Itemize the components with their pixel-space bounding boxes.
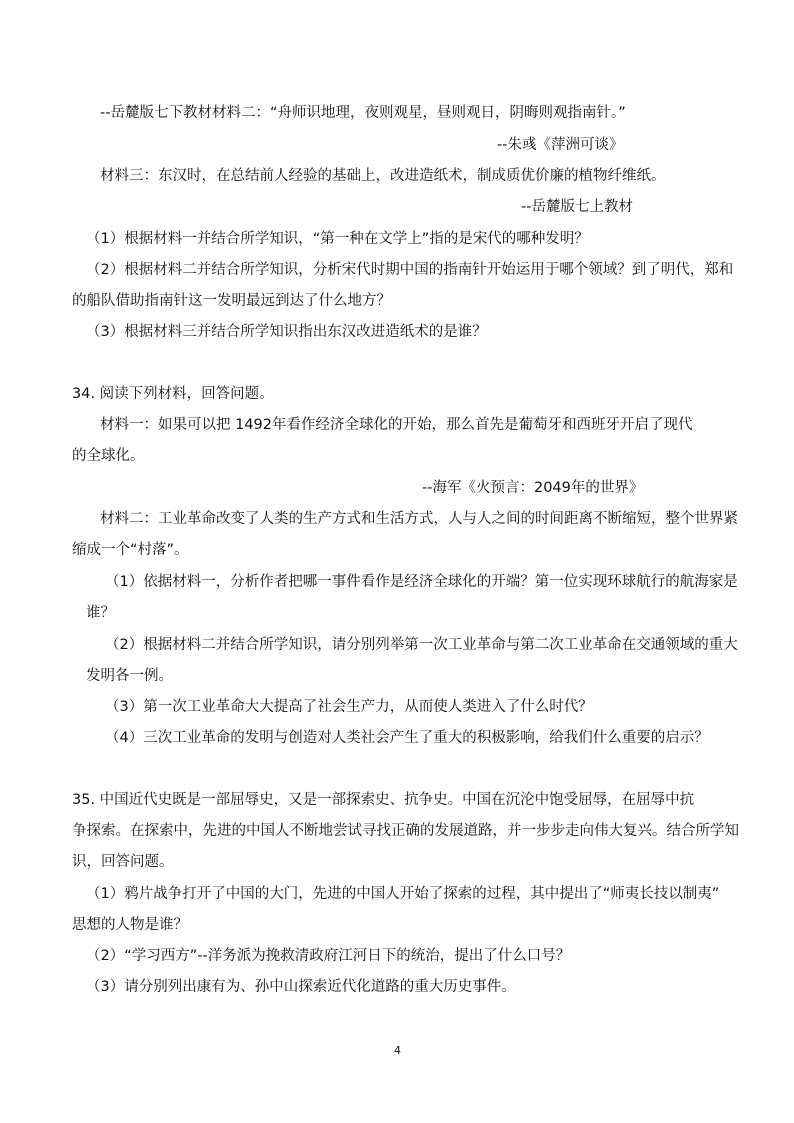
q33-1: （1）根据材料一并结合所学知识，“第一种在文学上”指的是宋代的哪种发明？	[86, 231, 589, 247]
q33-2-line2: 的船队借助指南针这一发明最远到达了什么地方？	[72, 293, 391, 309]
q34-1-line1: （1）依据材料一，分析作者把哪一事件看作是经济全球化的开端？第一位实现环球航行的航海家是	[105, 574, 738, 590]
q34-4: （4）三次工业革命的发明与创造对人类社会产生了重大的积极影响，给我们什么重要的启示？	[105, 730, 709, 746]
q35-intro-line1: 35. 中国近代史既是一部屈辱史，又是一部探索史、抗争史。中国在沉沦中饱受屈辱，在屈辱中抗	[72, 792, 695, 808]
q34-2-line1: （2）根据材料二并结合所学知识，请分别列举第一次工业革命与第二次工业革命在交通领域的重大	[105, 637, 738, 653]
q35-1-line1: （1）鸦片战争打开了中国的大门，先进的中国人开始了探索的过程，其中提出了“师夷长技以制夷”	[86, 886, 720, 902]
q34-material-1-source: --海军《火预言：2049年的世界》	[422, 480, 644, 496]
material-3-text: 材料三：东汉时，在总结前人经验的基础上，改进造纸术，制成质优价廉的植物纤维纸。	[100, 168, 666, 184]
q34-material-1-line2: 的全球化。	[72, 448, 145, 464]
material-3-source: --岳麓版七上教材	[521, 199, 633, 215]
q34-heading: 34. 阅读下列材料，回答问题。	[72, 386, 274, 402]
q35-3: （3）请分别列出康有为、孙中山探索近代化道路的重大历史事件。	[86, 979, 516, 995]
q33-3: （3）根据材料三并结合所学知识指出东汉改进造纸术的是谁？	[86, 324, 487, 340]
q34-material-2-line1: 材料二：工业革命改变了人类的生产方式和生活方式，人与人之间的时间距离不断缩短，整个世界紧	[100, 511, 738, 527]
q35-1-line2: 思想的人物是谁？	[72, 917, 188, 933]
q35-2: （2）“学习西方”--洋务派为挽救清政府江河日下的统治，提出了什么口号？	[86, 948, 571, 964]
q35-intro-line2: 争探索。在探索中，先进的中国人不断地尝试寻找正确的发展道路，并一步步走向伟大复兴。结合所学知	[72, 823, 739, 839]
q34-3: （3）第一次工业革命大大提高了社会生产力，从而使人类进入了什么时代？	[105, 699, 593, 715]
q34-2-line2: 发明各一例。	[86, 668, 173, 684]
q34-material-2-line2: 缩成一个“村落”。	[72, 542, 189, 558]
page-number: 4	[394, 1044, 401, 1057]
q34-material-1-line1: 材料一：如果可以把 1492年看作经济全球化的开始，那么首先是葡萄牙和西班牙开启了现代	[100, 417, 693, 433]
material-2-quote: --岳麓版七下教材材料二：“舟师识地理，夜则观星，昼则观日，阴晦则观指南针。”	[100, 105, 626, 121]
q35-intro-line3: 识，回答问题。	[72, 854, 174, 870]
q33-2-line1: （2）根据材料二并结合所学知识，分析宋代时期中国的指南针开始运用于哪个领域？到了明代，郑和	[86, 262, 734, 278]
q34-1-line2: 谁？	[86, 605, 115, 621]
material-2-source: --朱彧《萍洲可谈》	[497, 137, 624, 153]
